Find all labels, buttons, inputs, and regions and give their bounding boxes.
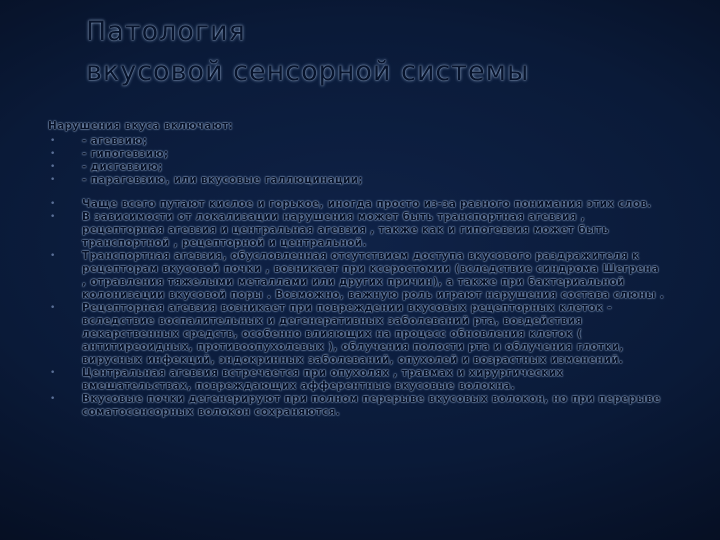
list-item — [48, 148, 666, 161]
details-list — [48, 198, 666, 419]
slide-content — [48, 120, 666, 419]
title-line-1: Патология — [86, 16, 246, 47]
list-item-text: - парагевзию, или вкусовые галлюцинации; — [82, 174, 363, 186]
list-item — [48, 174, 666, 187]
list-item-text: Центральная агевзия встречается при опухолях , травмах и хирургических вмешательствах, повреждающих афферентные вкусовые волокна. — [82, 367, 564, 392]
bullet-icon: • — [50, 303, 56, 313]
bullet-icon: • — [50, 251, 56, 261]
list-item — [48, 367, 666, 393]
bullet-icon: • — [50, 394, 56, 404]
list-item-text: - агевзию; — [82, 135, 148, 147]
bullet-icon: • — [50, 136, 56, 146]
title-line-2: вкусовой сенсорной системы — [86, 56, 530, 87]
slide-title — [86, 12, 686, 92]
bullet-icon: • — [50, 175, 56, 185]
list-item — [48, 250, 666, 302]
list-item-text: - гипогевзию; — [82, 148, 169, 160]
taste-disorders-list — [48, 135, 666, 187]
intro-text: Нарушения вкуса включают: — [48, 120, 234, 132]
bullet-icon: • — [50, 149, 56, 159]
list-item — [48, 393, 666, 419]
list-item-text: В зависимости от локализации нарушения может быть транспортная агевзия , рецепторная агевзия и центральная агевзия , также как и гипогевзия может быть транспортной , рецепторной и центральной. — [82, 211, 610, 249]
list-item — [48, 211, 666, 250]
list-item-text: Транспортная агевзия, обусловленная отсутствием доступа вкусового раздражителя к рецепторам вкусовой почки , возникает при ксеростомии (вследствие синдрома Шегрена , отравления тяжелыми металлами или других причин), а также при бактериальной колонизации вкусовой поры . Возможно, важную роль играют нарушения состава слюны . — [82, 250, 665, 301]
list-item — [48, 135, 666, 148]
list-item-text: Вкусовые почки дегенерируют при полном перерыве вкусовых волокон, но при перерыве соматосенсорных волокон сохраняются. — [82, 393, 661, 418]
list-item — [48, 198, 666, 211]
list-item-text: Чаще всего путают кислое и горькое, иногда просто из-за разного понимания этих слов. — [82, 198, 652, 210]
bullet-icon: • — [50, 368, 56, 378]
bullet-icon: • — [50, 199, 56, 209]
list-item-text: Рецепторная агевзия возникает при повреждении вкусовых рецепторных клеток - вследствие воспалительных и дегенеративных заболеваний рта, воздействия лекарственных средств, особенно влияющих на процесс обновления клеток ( антитиреоидных, противоопухолевых ), облучения полости рта и облучения глотки, вирусных инфекций, эндокринных заболеваний, опухолей и возрастных изменений. — [82, 302, 624, 366]
bullet-icon: • — [50, 162, 56, 172]
bullet-icon: • — [50, 212, 56, 222]
list-item — [48, 302, 666, 367]
list-item — [48, 161, 666, 174]
list-item-text: - дисгевзию; — [82, 161, 163, 173]
